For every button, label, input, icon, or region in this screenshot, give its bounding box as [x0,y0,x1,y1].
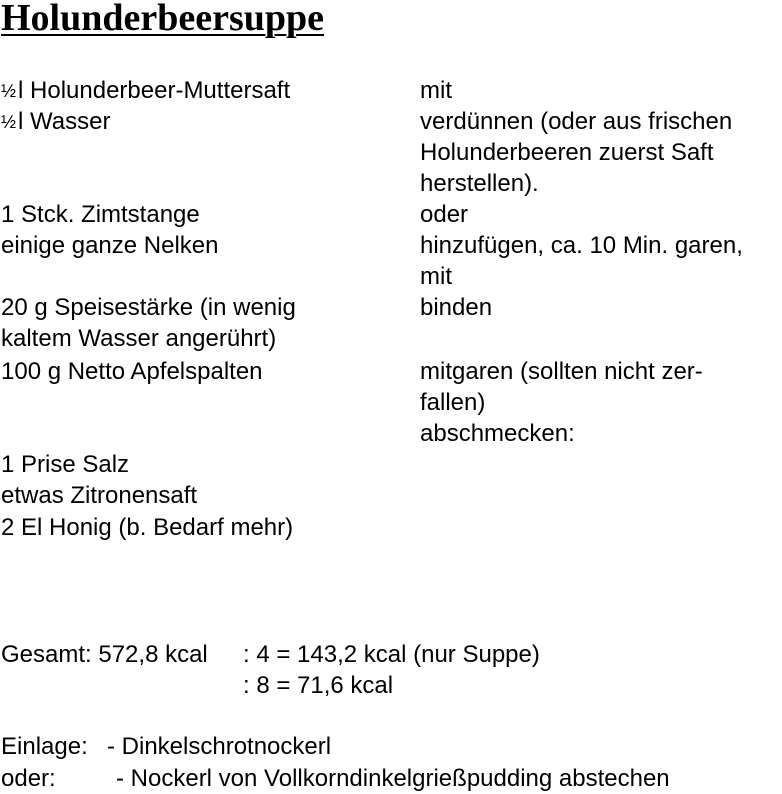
einlage-alt-item: - Nockerl von Vollkorndinkelgrießpudding abstechen [116,765,670,792]
instruction-line: herstellen). [420,170,539,197]
ingredient-line: etwas Zitronensaft [1,482,198,509]
instruction-line: mit [420,263,452,290]
ingredient-line: 100 g Netto Apfelspalten [1,358,263,385]
instruction-line: mit [420,77,452,104]
instruction-line: abschmecken: [420,420,575,447]
instruction-line: mitgaren (sollten nicht zer- [420,358,703,385]
ingredient-line: 20 g Speisestärke (in wenig [1,294,296,321]
ingredient-line [1,106,110,139]
ingredient-line [1,75,290,108]
ingredient-line: einige ganze Nelken [1,232,219,259]
instruction-line: Holunderbeeren zuerst Saft [420,139,714,166]
recipe-title: Holunderbeersuppe [1,0,325,39]
fraction-half: ½ [1,112,17,132]
ingredient-line: kaltem Wasser angerührt) [1,325,277,352]
ingredient-line: 1 Stck. Zimtstange [1,201,200,228]
ingredient-line: 1 Prise Salz [1,451,130,478]
instruction-line: hinzufügen, ca. 10 Min. garen, [420,232,743,259]
einlage-label: Einlage: [1,733,88,760]
calories-per-4: : 4 = 143,2 kcal (nur Suppe) [243,641,540,668]
instruction-line: fallen) [420,389,486,416]
instruction-line: verdünnen (oder aus frischen [420,108,733,135]
ingredient-line: 2 El Honig (b. Bedarf mehr) [1,514,294,541]
instruction-line: oder [420,201,469,228]
calories-per-8: : 8 = 71,6 kcal [243,672,394,699]
ingredient-text: l Holunderbeer-Muttersaft [18,77,291,104]
calories-total-label: Gesamt: 572,8 kcal [1,641,208,668]
fraction-half: ½ [1,81,17,101]
einlage-item: - Dinkelschrotnockerl [107,733,332,760]
instruction-line: binden [420,294,493,321]
ingredient-text: l Wasser [18,108,111,135]
einlage-alt-label: oder: [1,765,56,792]
